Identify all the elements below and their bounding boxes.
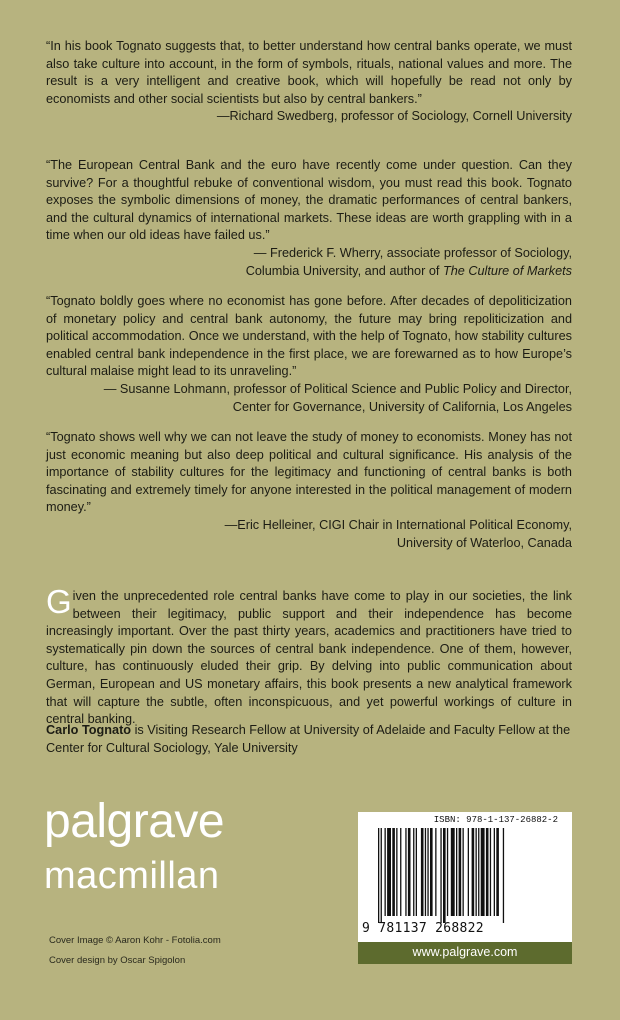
quote-lohmann — [46, 293, 572, 416]
isbn-label: ISBN: 978-1-137-26882-2 — [433, 815, 558, 825]
attribution-line: —Eric Helleiner, CIGI Chair in International Political Economy, — [224, 517, 572, 532]
description-text: iven the unprecedented role central banks have come to play in our societies, the link between their legitimacy, public support and their independence has become increasingly important. Over the past thirty years, academics and practitioners have tried to systematically pin down the sources of central bank independence. One of them, however, culture, has continuously eluded their grip. By delving into public communication about German, European and US monetary affairs, this book presents a new analytical framework that will capture the subtle, often inconspicuous, and yet powerful workings of culture in central banking. — [46, 589, 572, 727]
quote-swedberg — [46, 38, 572, 126]
cover-design-credit: Cover design by Oscar Spigolon — [49, 955, 186, 966]
quote-attribution — [46, 245, 572, 280]
website-url: www.palgrave.com — [412, 945, 518, 959]
quote-text: “Tognato boldly goes where no economist has gone before. After decades of depoliticization of monetary policy and central bank autonomy, the future may bring repoliticization and political accommodation. Once we understand, with the help of Tognato, how stability cultures enabled central bank independence in the first place, we are forewarned as to how Europe’s cultural malaise might lead to its unraveling.” — [46, 294, 572, 379]
author-name: Carlo Tognato — [46, 723, 132, 737]
quote-attribution — [46, 517, 572, 552]
quote-attribution: —Richard Swedberg, professor of Sociology, Cornell University — [216, 109, 572, 124]
quote-text: “In his book Tognato suggests that, to better understand how central banks operate, we must also take culture into account, in the form of symbols, rituals, national values and more. The result is a very intelligent and creative book, which will hopefully be read not only by economists and other social scientists but also by central bankers.” — [46, 39, 572, 106]
quote-helleiner — [46, 429, 572, 552]
barcode-panel — [358, 812, 572, 942]
attribution-line — [46, 263, 572, 281]
quote-text: “The European Central Bank and the euro have recently come under question. Can they survive? For a thoughtful rebuke of conventional wisdom, you must read this book. Tognato exposes the symbolic dimensions of money, the dramatic performances of central bankers, and the cultural dynamics of international markets. These ideas are worth grappling with in a time when our old ideas have failed us.” — [46, 158, 572, 243]
book-title: The Culture of Markets — [442, 263, 572, 278]
barcode-icon — [378, 828, 558, 923]
quote-attribution — [46, 381, 572, 416]
drop-cap: G — [46, 583, 72, 620]
attribution-text: Columbia University, and author of — [245, 263, 440, 278]
attribution-line: University of Waterloo, Canada — [396, 535, 572, 550]
barcode-digits: 9 781137 268822 — [362, 921, 484, 936]
publisher-logo-macmillan: macmillan — [44, 855, 220, 897]
cover-image-credit: Cover Image © Aaron Kohr - Fotolia.com — [49, 935, 221, 946]
quote-wherry — [46, 157, 572, 280]
publisher-logo-palgrave: palgrave — [44, 795, 225, 848]
attribution-line: Center for Governance, University of California, Los Angeles — [232, 399, 572, 414]
book-description — [46, 583, 572, 729]
attribution-line: — Frederick F. Wherry, associate professor of Sociology, — [253, 245, 572, 260]
attribution-line: — Susanne Lohmann, professor of Political Science and Public Policy and Director, — [103, 381, 572, 396]
quote-text: “Tognato shows well why we can not leave the study of money to economists. Money has not just economic meaning but also deep political and cultural significance. His analysis of the importance of stability cultures for the legitimacy and functioning of central banks is both fascinating and extremely timely for anyone interested in the political management of modern money.” — [46, 430, 572, 515]
bio-text: is Visiting Research Fellow at University of Adelaide and Faculty Fellow at the Center for Cultural Sociology, Yale University — [46, 723, 571, 755]
author-bio — [46, 722, 572, 757]
website-bar — [358, 942, 572, 964]
